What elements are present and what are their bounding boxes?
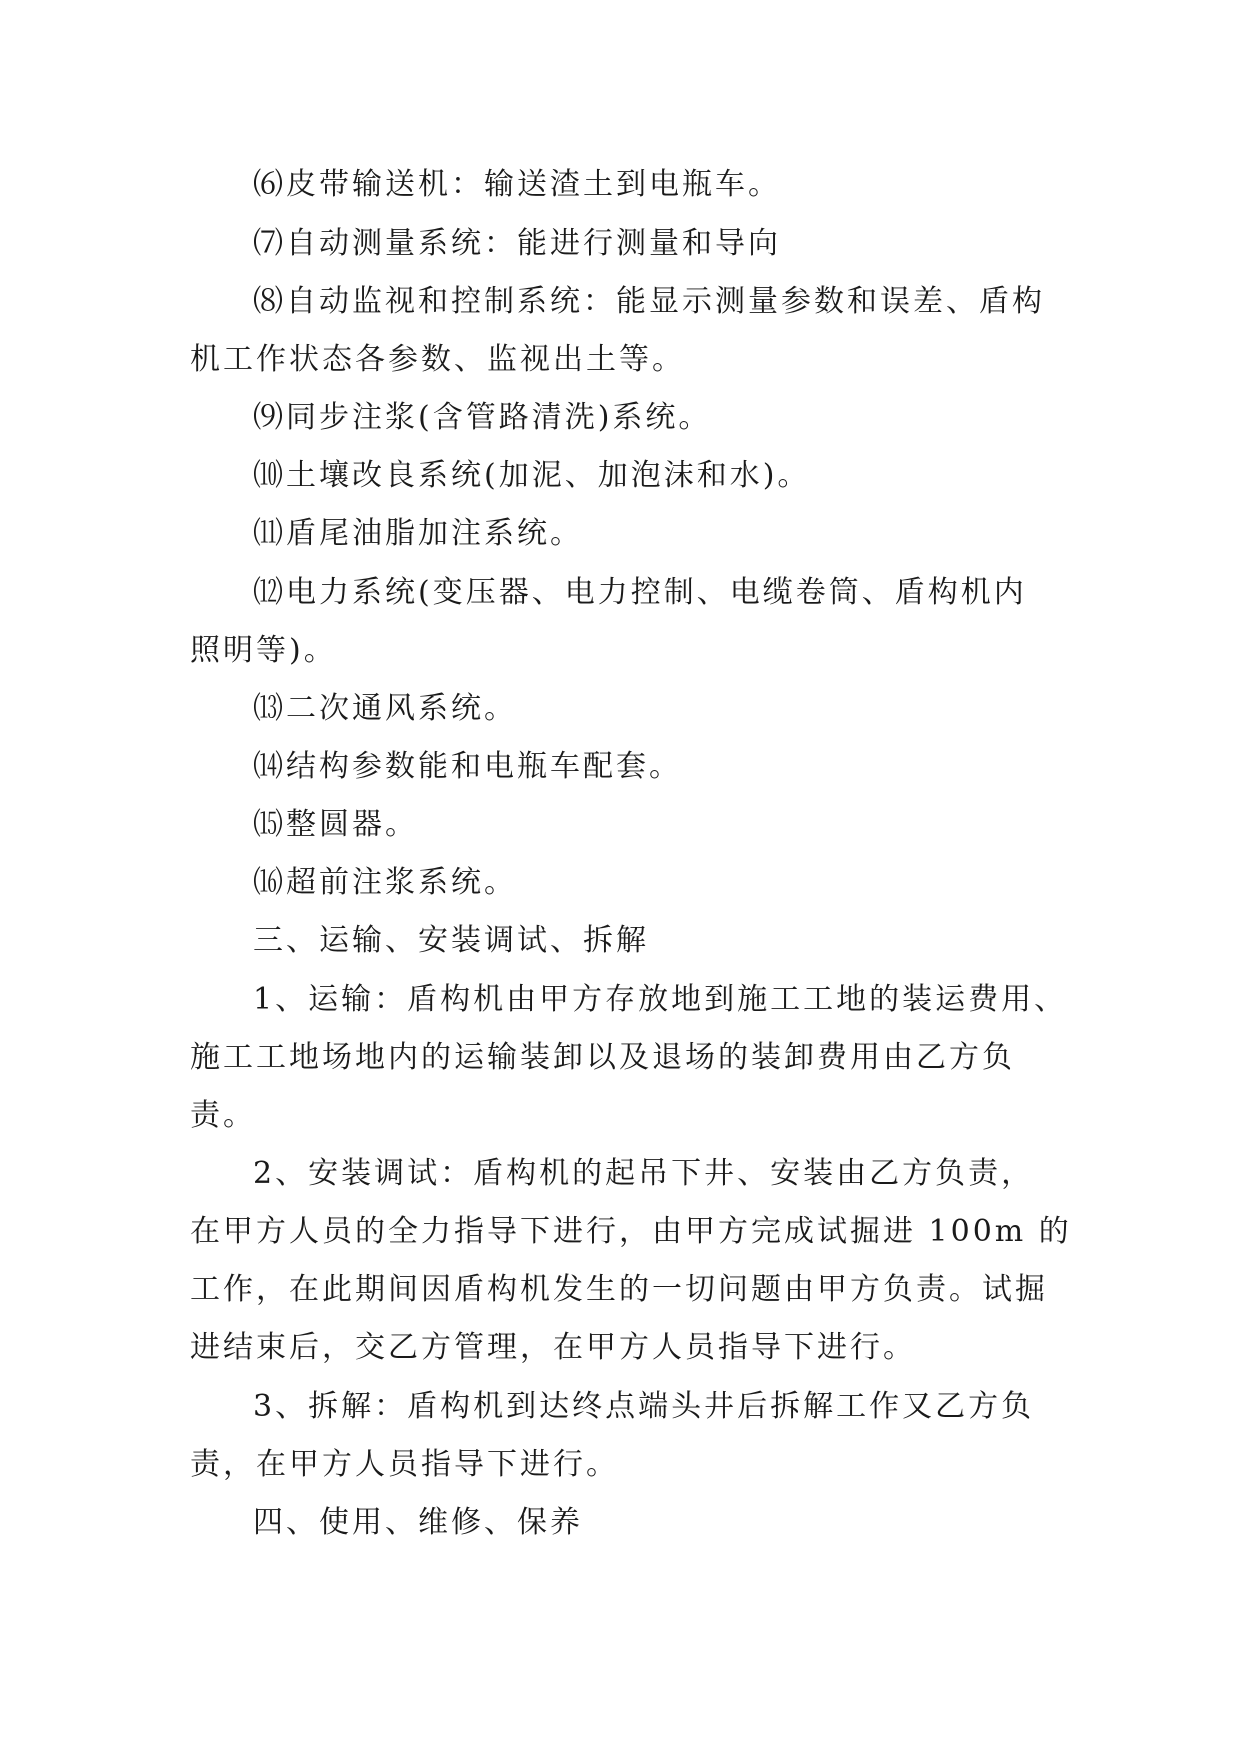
- item-14-structure-params: ⒁结构参数能和电瓶车配套。: [253, 749, 682, 784]
- section-4-heading: 四、使用、维修、保养: [253, 1505, 583, 1540]
- clause-2-continuation-3: 进结束后，交乙方管理，在甲方人员指导下进行。: [190, 1330, 916, 1365]
- item-13-ventilation: ⒀二次通风系统。: [253, 691, 517, 726]
- item-6-belt-conveyor: ⑹皮带输送机：输送渣土到电瓶车。: [253, 167, 781, 202]
- item-12-continuation: 照明等)。: [190, 633, 337, 668]
- item-12-power-system: ⑿电力系统(变压器、电力控制、电缆卷筒、盾构机内: [253, 575, 1027, 610]
- clause-3-continuation: 责，在甲方人员指导下进行。: [190, 1447, 619, 1482]
- clause-2-installation: 2、安装调试：盾构机的起吊下井、安装由乙方负责，: [253, 1156, 1035, 1191]
- clause-1-continuation-2: 责。: [190, 1098, 256, 1133]
- clause-2-continuation-1: 在甲方人员的全力指导下进行，由甲方完成试掘进 100m 的: [190, 1214, 1072, 1249]
- clause-1-transport: 1、运输：盾构机由甲方存放地到施工工地的装运费用、: [253, 982, 1068, 1017]
- clause-2-continuation-2: 工作，在此期间因盾构机发生的一切问题由甲方负责。试掘: [190, 1272, 1048, 1307]
- item-16-advance-grouting: ⒃超前注浆系统。: [253, 865, 517, 900]
- clause-3-disassembly: 3、拆解：盾构机到达终点端头井后拆解工作又乙方负: [253, 1389, 1035, 1424]
- item-8-monitor-control: ⑻自动监视和控制系统：能显示测量参数和误差、盾构: [253, 284, 1045, 319]
- section-3-heading: 三、运输、安装调试、拆解: [253, 923, 649, 958]
- item-9-sync-grouting: ⑼同步注浆(含管路清洗)系统。: [253, 400, 712, 435]
- item-11-tail-grease: ⑾盾尾油脂加注系统。: [253, 516, 583, 551]
- item-15-ring-erector: ⒂整圆器。: [253, 807, 418, 842]
- item-8-continuation: 机工作状态各参数、监视出土等。: [190, 342, 685, 377]
- clause-1-continuation-1: 施工工地场地内的运输装卸以及退场的装卸费用由乙方负: [190, 1040, 1015, 1075]
- item-10-soil-improvement: ⑽土壤改良系统(加泥、加泡沫和水)。: [253, 458, 811, 493]
- item-7-auto-measurement: ⑺自动测量系统：能进行测量和导向: [253, 226, 781, 261]
